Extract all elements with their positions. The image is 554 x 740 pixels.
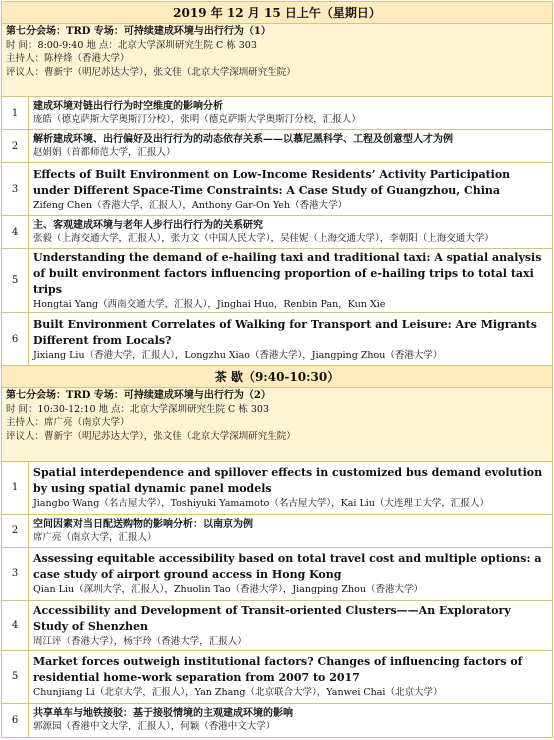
talk-authors: 席广亮（南京大学，汇报人） — [33, 531, 157, 543]
talk-title: Market forces outweigh institutional factors? Changes of influencing factors of residential home-work separation from 2007 to 2017 — [33, 655, 523, 685]
talk-number: 4 — [2, 600, 29, 650]
talk-title: Accessibility and Development of Transit-oriented Clusters——An Exploratory Study of Shenzhen — [33, 603, 511, 633]
session-1-info — [2, 24, 553, 97]
session-2-time: 时 间：10:30-12:10 地 点：北京大学深圳研究生院 C 栋 303 — [6, 403, 269, 415]
talk-number: 2 — [2, 130, 29, 163]
session-2-info — [2, 388, 553, 461]
talk-row — [2, 313, 553, 366]
date-header: 2019 年 12 月 15 日上午（星期日） — [2, 2, 553, 24]
talk-row — [2, 216, 553, 249]
talk-number: 6 — [2, 703, 29, 737]
break-header: 茶 歇（9:40-10:30） — [2, 366, 553, 388]
talk-row — [2, 703, 553, 737]
talk-row — [2, 547, 553, 600]
session-1-chair: 主持人：陈梓烽（香港大学） — [6, 53, 130, 65]
talk-authors: Jiangbo Wang（名古屋大学），Toshiyuki Yamamoto（名古屋大学），Kai Liu（大连理工大学，汇报人） — [33, 498, 489, 510]
talk-authors: Qian Liu（深圳大学，汇报人），Zhuolin Tao（香港大学），Jiangping Zhou（香港大学） — [33, 584, 423, 596]
talk-authors: 赵娟娟（首都师范大学，汇报人） — [33, 147, 176, 159]
talk-row — [2, 461, 553, 514]
talk-authors: Jixiang Liu（香港大学，汇报人），Longzhu Xiao（香港大学），Jiangping Zhou（香港大学） — [33, 349, 443, 361]
talk-number: 3 — [2, 547, 29, 600]
schedule-table — [1, 1, 553, 738]
talk-row — [2, 97, 553, 130]
talk-row — [2, 600, 553, 650]
talk-row — [2, 650, 553, 703]
session-1-time: 时 间：8:00-9:40 地 点：北京大学深圳研究生院 C 栋 303 — [6, 39, 257, 51]
talk-number: 1 — [2, 97, 29, 130]
session-2-chair: 主持人：席广亮（南京大学） — [6, 417, 130, 429]
session-1-reviewers: 评议人：曹新宇（明尼苏达大学），张文佳（北京大学深圳研究生院） — [6, 66, 296, 78]
talk-row — [2, 514, 553, 547]
talk-title: 解析建成环境、出行偏好及出行行为的动态依存关系——以慕尼黑科学、工程及创意型人才为例 — [33, 134, 453, 146]
talk-row — [2, 130, 553, 163]
talk-title: Effects of Built Environment on Low-Income Residents’ Activity Participation under Different Space-Time Constraints: A Case Study of Guangzhou, China — [33, 167, 511, 197]
talk-number: 3 — [2, 163, 29, 216]
talk-number: 1 — [2, 461, 29, 514]
talk-title: Assessing equitable accessibility based on total travel cost and multiple options: a case study of airport ground access in Hong Kong — [33, 552, 542, 582]
talk-title: 空间因素对当日配送购物的影响分析：以南京为例 — [33, 518, 253, 530]
session-2-title: 第七分会场：TRD 专场：可持续建成环境与出行行为（2） — [6, 390, 271, 402]
session-1-title: 第七分会场：TRD 专场：可持续建成环境与出行行为（1） — [6, 26, 271, 38]
talk-row — [2, 249, 553, 313]
talk-title: 共享单车与地铁接驳：基于接驳情境的主观建成环境的影响 — [33, 708, 293, 720]
talk-authors: Hongtai Yang（西南交通大学，汇报人），Jinghai Huo，Renbin Pan，Kun Xie — [33, 299, 386, 311]
talk-row — [2, 163, 553, 216]
talk-title: Spatial interdependence and spillover effects in customized bus demand evolution by using spatial dynamic panel models — [33, 466, 543, 496]
talk-authors: 庞皓（德克萨斯大学奥斯汀分校），张明（德克萨斯大学奥斯汀分校，汇报人） — [33, 114, 361, 126]
talk-number: 2 — [2, 514, 29, 547]
talk-number: 6 — [2, 313, 29, 366]
talk-title: Built Environment Correlates of Walking for Transport and Leisure: Are Migrants Different from Locals? — [33, 317, 537, 347]
talk-number: 5 — [2, 249, 29, 313]
talk-authors: Chunjiang Li（北京大学，汇报人），Yan Zhang（北京联合大学），Yanwei Chai（北京大学） — [33, 687, 443, 699]
talk-authors: 周江评（香港大学），杨宇玲（香港大学，汇报人） — [33, 635, 247, 647]
talk-number: 4 — [2, 216, 29, 249]
session-2-reviewers: 评议人：曹新宇（明尼苏达大学），张文佳（北京大学深圳研究生院） — [6, 430, 296, 442]
talk-authors: 张毅（上海交通大学，汇报人），张力文（中国人民大学），吴佳妮（上海交通大学），李朝阳（上海交通大学） — [33, 233, 494, 245]
talk-authors: 郭源园（香港中文大学，汇报人），何颖（香港中文大学） — [33, 721, 276, 733]
talk-authors: Zifeng Chen（香港大学，汇报人），Anthony Gar-On Yeh（香港大学） — [33, 199, 348, 211]
talk-number: 5 — [2, 650, 29, 703]
talk-title: 建成环境对链出行行为时空维度的影响分析 — [33, 101, 223, 113]
talk-title: 主、客观建成环境与老年人步行出行行为的关系研究 — [33, 220, 263, 232]
talk-title: Understanding the demand of e-hailing taxi and traditional taxi: A spatial analysis of built environment factors influencing proportion of e-hailing trips to total taxi trips — [33, 251, 542, 297]
